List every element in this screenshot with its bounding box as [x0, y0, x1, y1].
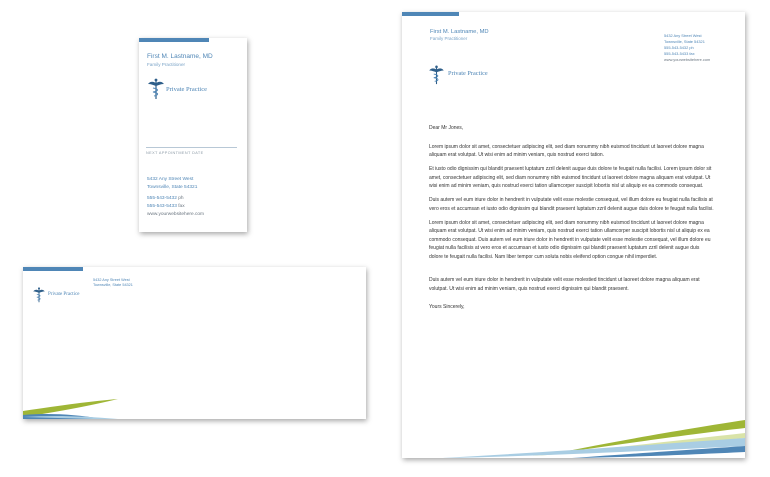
envelope — [23, 267, 366, 419]
appointment-line — [146, 147, 237, 148]
card-brand: Private Practice — [166, 86, 207, 93]
letter-paragraph: Lorem ipsum dolor sit amet, consectetuer adipiscing elit, sed diam nonummy nibh euismod tincidunt ut laoreet dolore magna aliquam erat volutpat. Ut wisi enim ad minim veniam, quis nostrud exerci tation ullamcorper suscipit lobortis nisl ut aliquip ex ea commodo consequat. Duis autem vel eum iriure dolor in hendrerit in vulputate velit esse molestie consequat, vel illum dolore eu feugiat nulla facilisis at vero eros et accumsan et iusto odio dignissim qui blandit praesent luptatum zzril delenit augue duis dolore te feugait nulla facilisi. Nam liber tempor cum soluta nobis eleifend option congue nihil imperdiet. — [429, 219, 711, 260]
letter-fax-suffix: fax — [689, 51, 695, 56]
card-phone: 555-543-5432 — [147, 196, 177, 201]
letter-paragraph: Duis autem vel eum iriure dolor in hendrerit in vulputate velit esse molestied tincidunt ut laoreet dolore magna aliquam erat volutpat. Ut wisi enim ad minim veniam, quis nostrud exerci dignissim qui blandit praesent. — [429, 277, 700, 292]
letter-title: Family Practitioner — [430, 36, 468, 41]
card-street: 5432 Any Street West — [147, 177, 194, 182]
letter-city: Townsville, State 54321 — [664, 39, 705, 44]
letter-greeting: Dear Mr Jones, — [429, 125, 464, 131]
letter-street: 5432 Any Street West — [664, 33, 702, 38]
letter-phone: 555-543-5432 — [664, 45, 689, 50]
letter-website: www.yourwebsitehere.com — [664, 57, 711, 62]
envelope-accent-bar — [23, 267, 83, 271]
envelope-brand: Private Practice — [48, 292, 80, 297]
card-phones — [147, 195, 185, 210]
caduceus-icon — [148, 78, 164, 100]
card-city: Townsville, State 54321 — [147, 184, 198, 190]
card-title: Family Practitioner — [147, 62, 186, 67]
letter-closing: Yours Sincerely, — [429, 304, 465, 310]
letter-address — [664, 33, 710, 63]
letter-phone-suffix: ph — [689, 45, 694, 50]
card-address — [147, 176, 197, 191]
caduceus-icon — [429, 65, 444, 85]
letter-swoosh — [402, 416, 745, 458]
business-card — [139, 38, 247, 232]
card-accent-bar — [139, 38, 209, 42]
envelope-address — [93, 278, 133, 288]
card-name: First M. Lastname, MD — [147, 53, 213, 60]
card-phone-suffix: ph — [178, 196, 184, 201]
letter-paragraph: Duis autem vel eum iriure dolor in hendrerit in vulputate velit esse molestie consequat, vel illum dolore eu feugiat nulla facilisis at vero eros et accumsan et iusto odio dignissim qui blandit praesent luptatum zzril delenit augue duis dolore te feugait nulla facilisi. — [429, 197, 714, 212]
letter-brand: Private Practice — [448, 70, 488, 77]
card-fax: 555-543-5433 — [147, 203, 177, 209]
letter-paragraph: Lorem ipsum dolor sit amet, consectetuer adipiscing elit, sed diam nonummy nibh euismod tincidunt ut laoreet dolore magna aliquam erat volutpat. Ut wisi enim ad minim veniam, quis nostrud exerci tation. — [429, 143, 704, 158]
envelope-street: 5432 Any Street West — [93, 278, 130, 282]
card-fax-suffix: fax — [178, 203, 185, 209]
letter-body — [429, 124, 714, 317]
letterhead — [402, 12, 745, 458]
caduceus-icon — [33, 287, 45, 303]
letter-name: First M. Lastname, MD — [430, 29, 489, 35]
appointment-label: NEXT APPOINTMENT DATE — [146, 151, 204, 155]
letter-fax: 555-543-5433 — [664, 51, 689, 56]
envelope-swoosh — [23, 397, 366, 419]
letter-paragraph: Et iusto odio dignissim qui blandit praesent luptatum zzril delenit augue duis dolore te feugait nulla facilisi. Lorem ipsum dolor sit amet, consectetuer adipiscing elit, sed diam nonummy nibh euismod tincidunt ut laoreet dolore magna aliquam erat volutpat. Ut wisi enim ad minim veniam, quis nostrud exerci tation ullamcorper suscipit lobortis nisl ut aliquip ex ea commodo consequat. — [429, 166, 712, 189]
letter-accent-bar — [402, 12, 459, 16]
card-website: www.yourwebsitehere.com — [147, 212, 205, 217]
envelope-city: Townsville, State 54321 — [93, 283, 133, 287]
